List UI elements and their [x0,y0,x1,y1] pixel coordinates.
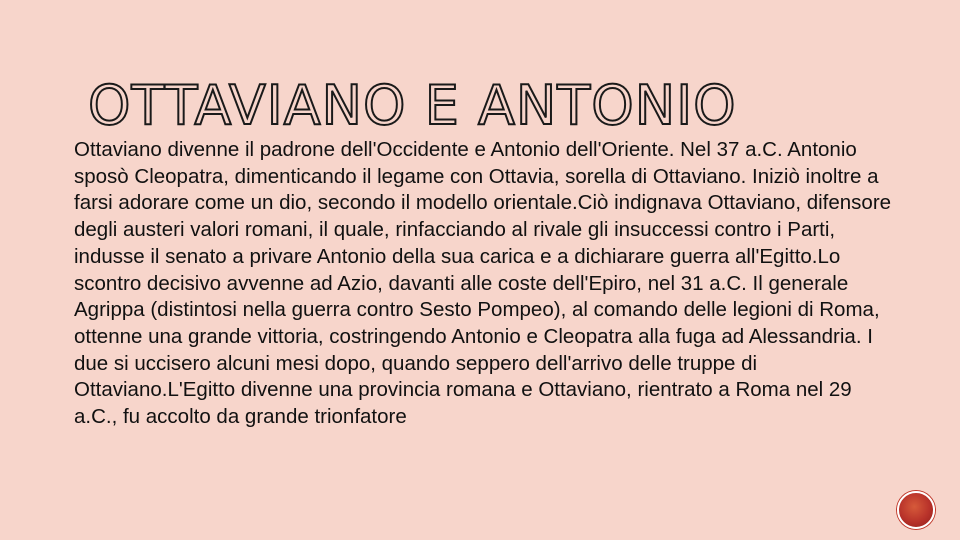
slide-body-text: Ottaviano divenne il padrone dell'Occidente e Antonio dell'Oriente. Nel 37 a.C. Antonio sposò Cleopatra, dimenticando il legame con Ottavia, sorella di Ottaviano. Iniziò inoltre a farsi adorare come un dio, secondo il modello orientale.Ciò indignava Ottaviano, difensore degli austeri valori romani, il quale, rinfacciando al rivale gli insuccessi contro i Parti, indusse il senato a privare Antonio della sua carica e a dichiarare guerra all'Egitto.Lo scontro decisivo avvenne ad Azio, davanti alle coste dell'Epiro, nel 31 a.C. Il generale Agrippa (distintosi nella guerra contro Sesto Pompeo), al comando delle legioni di Roma, ottenne una grande vittoria, costringendo Antonio e Cleopatra alla fuga ad Alessandria. I due si uccisero alcuni mesi dopo, quando seppero dell'arrivo delle truppe di Ottaviano.L'Egitto divenne una provincia romana e Ottaviano, rientrato a Roma nel 29 a.C., fu accolto da grande trionfatore [74,138,892,429]
slide-title: OTTAVIANO E ANTONIO [88,74,737,137]
slide-number-badge-icon [897,491,935,529]
